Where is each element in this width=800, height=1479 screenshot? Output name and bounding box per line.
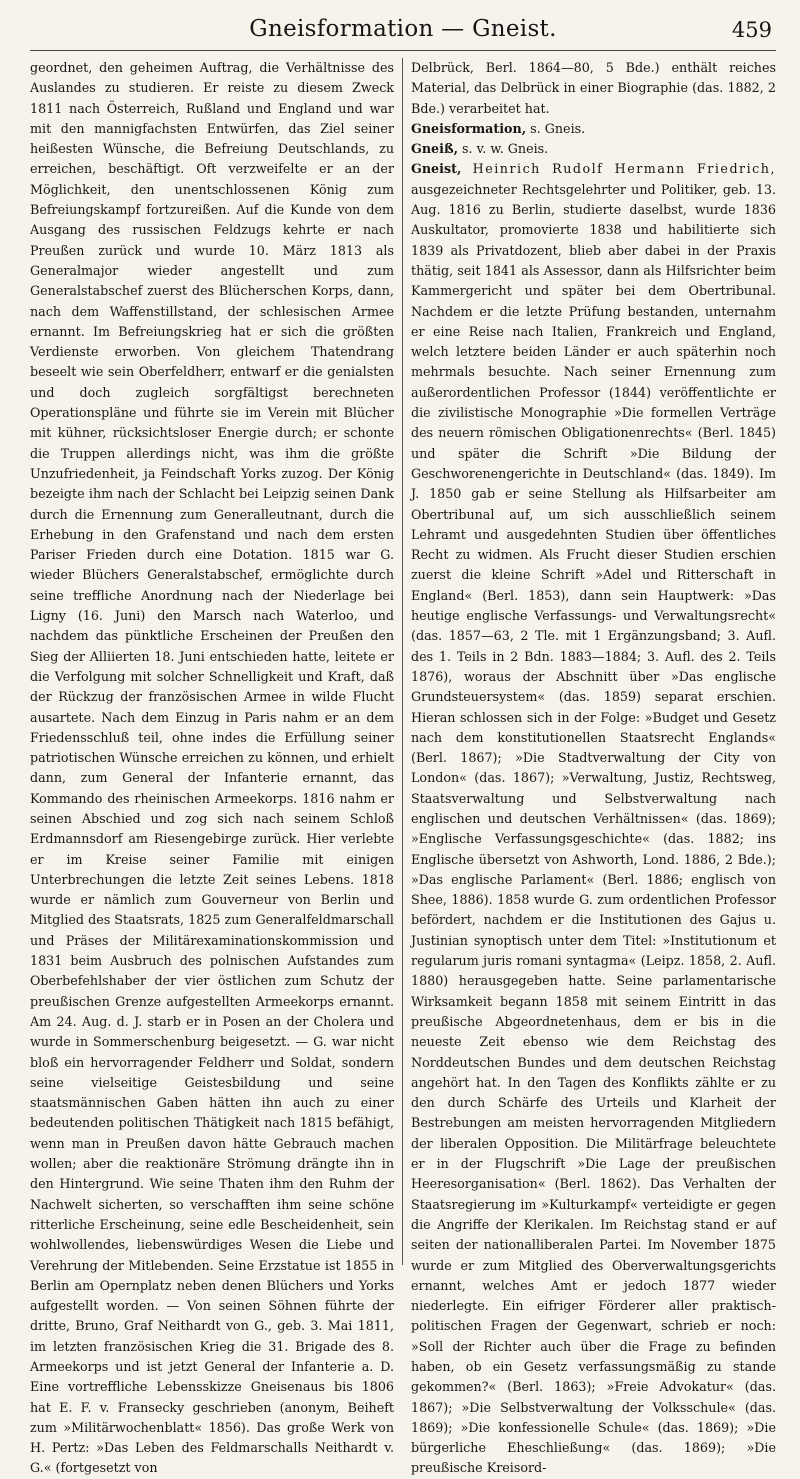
entry-headword: Gneist,: [411, 161, 462, 177]
entry-text: s. Gneis.: [526, 120, 586, 136]
entry-headword: Gneiß,: [411, 141, 459, 157]
left-column-text: geordnet, den geheimen Auftrag, die Verhältnisse des Auslandes zu studieren. Er reiste zu diesem Zweck 1811 nach Österreich, Rußland und England und war mit den mannigfachsten Entwürfen, das Ziel seiner heißesten Wünsche, die Befreiung Deutschlands, zu erreichen, beschäftigt. Oft verzweifelte er an der Möglichkeit, den unentschlossenen König zum Befreiungskampf fortzureißen. Auf die Kunde von dem Ausgang des russischen Feldzugs kehrte er nach Preußen zurück und wurde 10. März 1813 als Generalmajor wieder angestellt und zum Generalstabschef zuerst des Blücherschen Korps, dann, nach dem Waffenstillstand, der schlesischen Armee ernannt. Im Befreiungskrieg hat er sich die größten Verdienste erworben. Von gleichem Thatendrang beseelt wie sein Oberfeldherr, entwarf er die genialsten und doch zugleich sorgfältigst berechneten Operationspläne und führte sie im Verein mit Blücher mit kühner, rücksichtsloser Energie durch; er schonte die Truppen allerdings nicht, was ihm die größte Unzufriedenheit, ja Feindschaft Yorks zuzog. Der König bezeigte ihm nach der Schlacht bei Leipzig seinen Dank durch die Ernennung zum Generalleutnant, durch die Erhebung in den Grafenstand und nach dem ersten Pariser Frieden durch eine Dotation. 1815 war G. wieder Blüchers Generalstabschef, ermöglichte durch seine treffliche Anordnung nach der Niederlage bei Ligny (16. Juni) den Marsch nach Waterloo, und nachdem das pünktliche Erscheinen der Preußen den Sieg der Alliierten 18. Juni entschieden hatte, leitete er die Verfolgung mit solcher Schnelligkeit und Kraft, daß der Rückzug der französischen Armee in wilde Flucht ausartete. Nach dem Einzug in Paris nahm er an dem Friedensschluß teil, ohne indes die Erfüllung seiner patriotischen Wünsche erreichen zu können, und erhielt dann, zum General der Infanterie ernannt, das Kommando des rheinischen Armeekorps. 1816 nahm er seinen Abschied und zog sich nach seinem Schloß Erdmannsdorf am Riesengebirge zurück. Hier verlebte er im Kreise seiner Familie mit einigen Unterbrechungen die letzte Zeit seines Lebens. 1818 wurde er nämlich zum Gouverneur von Berlin und Mitglied des Staatsrats, 1825 zum Generalfeldmarschall und Präses der Militärexaminationskommission und 1831 beim Ausbruch des polnischen Aufstandes zum Oberbefehlshaber der vier östlichen zum Schutz der preußischen Grenze aufgestellten Armeekorps ernannt. Am 24. Aug. d. J. starb er in Posen an der Cholera und wurde in Sommerschenburg beigesetzt. — G. war nicht bloß ein hervorragender Feldherr und Soldat, sondern seine vielseitige Geistesbildung und seine staatsmännischen Gaben hätten ihn auch zu einer bedeutenden politischen Thätigkeit nach 1815 befähigt, wenn man in Preußen davon hätte Gebrauch machen wollen; aber die reaktionäre Strömung drängte ihn in den Hintergrund. Wie seine Thaten ihm den Ruhm der Nachwelt sicherten, so verschafften ihm seine schöne ritterliche Erscheinung, seine edle Bescheidenheit, sein wohlwollendes, liebenswürdiges Wesen die Liebe und Verehrung der Mitlebenden. Seine Erzstatue ist 1855 in Berlin am Opernplatz neben denen Blüchers und Yorks aufgestellt worden. — Von seinen Söhnen führte der dritte, Bruno, Graf Neithardt von G., geb. 3. Mai 1811, im letzten französischen Krieg die 31. Brigade des 8. Armeekorps und ist jetzt General der Infanterie a. D. Eine vortreffliche Lebensskizze Gneisenaus bis 1806 hat E. F. v. Fransecky geschrieben (anonym, Beiheft zum »Militärwochenblatt« 1856). Das große Werk von H. Pertz: »Das Leben des Feldmarschalls Neithardt v. G.« (fortgesetzt von: [30, 60, 394, 1476]
entry-headword: Gneisformation,: [411, 120, 527, 136]
entry-gneiss: [411, 139, 776, 159]
text-columns: [30, 58, 776, 1476]
entry-text: ausgezeichneter Rechtsgelehrter und Politiker, geb. 13. Aug. 1816 zu Berlin, studierte daselbst, wurde 1836 Auskultator, promovierte 1838 und habilitierte sich 1839 als Privatdozent, blieb aber dabei in der Praxis thätig, seit 1841 als Assessor, dann als Hilfsrichter beim Kammergericht und später bei dem Obertribunal. Nachdem er die letzte Prüfung bestanden, unternahm er eine Reise nach Italien, Frankreich und England, welch letztere beiden Länder er auch späterhin noch mehrmals besuchte. Nach seiner Ernennung zum außerordentlichen Professor (1844) veröffentlichte er die zivilistische Monographie »Die formellen Verträge des neuern römischen Obligationenrechts« (Berl. 1845) und später die Schrift »Die Bildung der Geschworenengerichte in Deutschland« (das. 1849). Im J. 1850 gab er seine Stellung als Hilfsarbeiter am Obertribunal auf, um sich ausschließlich seinem Lehramt und ausgedehnten Studien über öffentliches Recht zu widmen. Als Frucht dieser Studien erschien zuerst die kleine Schrift »Adel und Ritterschaft in England« (Berl. 1853), dann sein Hauptwerk: »Das heutige englische Verfassungs- und Verwaltungsrecht« (das. 1857—63, 2 Tle. mit 1 Ergänzungsband; 3. Aufl. des 1. Teils in 2 Bdn. 1883—1884; 3. Aufl. des 2. Teils 1876), woraus der Abschnitt über »Das englische Grundsteuersystem« (das. 1859) separat erschien. Hieran schlossen sich in der Folge: »Budget und Gesetz nach dem konstitutionellen Staatsrecht Englands« (Berl. 1867); »Die Stadtverwaltung der City von London« (das. 1867); »Verwaltung, Justiz, Rechtsweg, Staatsverwaltung und Selbstverwaltung nach englischen und deutschen Verhältnissen« (das. 1869); »Englische Verfassungsgeschichte« (das. 1882; ins Englische übersetzt von Ashworth, Lond. 1886, 2 Bde.); »Das englische Parlament« (Berl. 1886; englisch von Shee, 1886). 1858 wurde G. zum ordentlichen Professor befördert, nachdem er die Institutionen des Gajus u. Justinian synoptisch unter dem Titel: »Institutionum et regularum juris romani syntagma« (Leipz. 1858, 2. Aufl. 1880) herausgegeben hatte. Seine parlamentarische Wirksamkeit begann 1858 mit seinem Eintritt in das preußische Abgeordnetenhaus, dem er bis in die neueste Zeit ebenso wie dem Reichstag des Norddeutschen Bundes und dem deutschen Reichstag angehört hat. In den Tagen des Konflikts zählte er zu den durch Schärfe des Urteils und Klarheit der Bestrebungen am meisten hervorragenden Mitgliedern der liberalen Opposition. Die Militärfrage beleuchtete er in der Flugschrift »Die Lage der preußischen Heeresorganisation« (Berl. 1862). Das Verhalten der Staatsregierung im »Kulturkampf« verteidigte er gegen die Angriffe der Klerikalen. Im Reichstag stand er auf seiten der nationalliberalen Partei. Im November 1875 wurde er zum Mitglied des Oberverwaltungsgerichts ernannt, welches Amt er jedoch 1877 wieder niederlegte. Ein eifriger Förderer aller praktisch-politischen Fragen der Gegenwart, schrieb er noch: »Soll der Richter auch über die Frage zu befinden haben, ob ein Gesetz verfassungsmäßig zu stande gekommen?« (Berl. 1863); »Freie Advokatur« (das. 1867); »Die Selbstverwaltung der Volksschule« (das. 1869); »Die konfessionelle Schule« (das. 1869); »Die bürgerliche Eheschließung« (das. 1869); »Die preußische Kreisord-: [411, 181, 776, 1476]
entry-full-name: Heinrich Rudolf Hermann Friedrich,: [461, 161, 776, 177]
left-column: [30, 58, 403, 1476]
entry-text: s. v. w. Gneis.: [458, 141, 549, 157]
entry-gneisformation: [411, 119, 776, 139]
running-head: Gneisformation — Gneist.: [249, 16, 557, 42]
right-column-intro: Delbrück, Berl. 1864—80, 5 Bde.) enthält reiches Material, das Delbrück in einer Biographie (das. 1882, 2 Bde.) verarbeitet hat.: [411, 60, 776, 116]
page-header: [30, 14, 776, 51]
right-column: [403, 58, 776, 1476]
entry-gneist: [411, 159, 776, 1478]
page-number: 459: [731, 18, 772, 42]
